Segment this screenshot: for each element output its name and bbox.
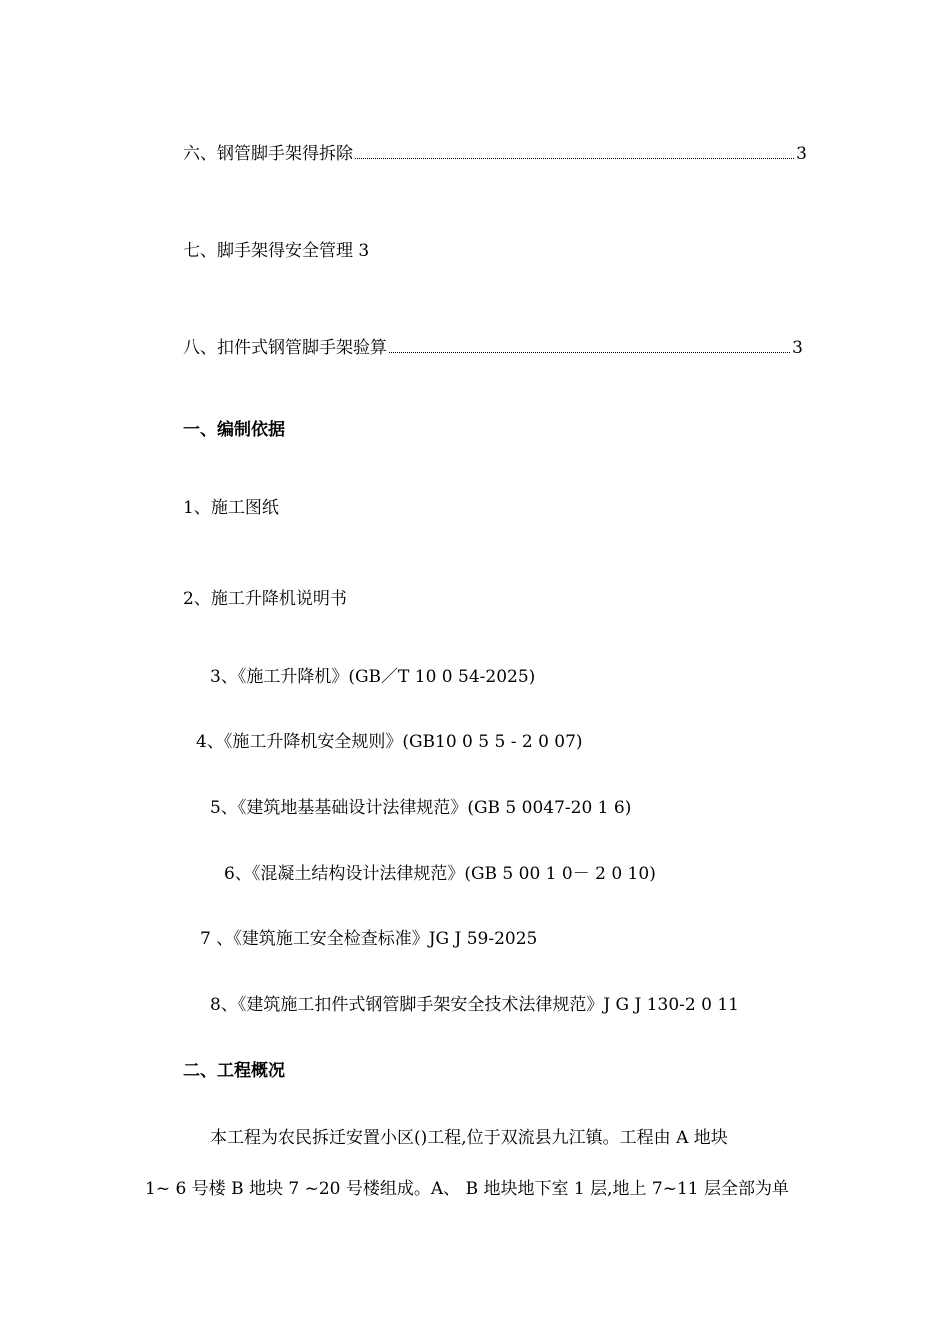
- toc-entry-8[interactable]: [183, 337, 803, 359]
- toc-page: 3: [796, 144, 807, 164]
- toc-leader-dots: [355, 158, 794, 159]
- basis-item-3: 3、《施工升降机》(GB／T 10 0 54-2025): [210, 667, 536, 687]
- toc-leader-dots: [389, 352, 790, 353]
- basis-item-5: 5、《建筑地基基础设计法律规范》(GB 5 0047-20 1 6): [210, 798, 632, 818]
- basis-item-8: 8、《建筑施工扣件式钢管脚手架安全技术法律规范》J G J 130-2 0 11: [210, 995, 739, 1015]
- basis-item-7: 7 、《建筑施工安全检查标准》JG J 59-2025: [200, 929, 538, 949]
- section-heading-basis: 一、编制依据: [183, 420, 285, 440]
- toc-entry-6[interactable]: [183, 143, 807, 165]
- toc-label: 七、脚手架得安全管理 3: [183, 241, 370, 261]
- overview-paragraph-line-1: 本工程为农民拆迁安置小区()工程,位于双流县九江镇。工程由 A 地块: [210, 1128, 728, 1148]
- toc-entry-7[interactable]: [183, 240, 369, 262]
- overview-paragraph-line-2: 1~ 6 号楼 B 地块 7 ~20 号楼组成。A、 B 地块地下室 1 层,地上 7~11 层全部为单: [145, 1179, 789, 1199]
- toc-page: 3: [792, 338, 803, 358]
- basis-item-4: 4、《施工升降机安全规则》(GB10 0 5 5 - 2 0 07): [196, 732, 583, 752]
- basis-item-2: 2、施工升降机说明书: [183, 589, 347, 609]
- section-heading-overview: 二、工程概况: [183, 1061, 285, 1081]
- basis-item-6: 6、《混凝土结构设计法律规范》(GB 5 00 1 0－ 2 0 10): [224, 864, 656, 884]
- toc-label: 八、扣件式钢管脚手架验算: [183, 338, 387, 358]
- basis-item-1: 1、施工图纸: [183, 498, 279, 518]
- toc-label: 六、钢管脚手架得拆除: [183, 144, 353, 164]
